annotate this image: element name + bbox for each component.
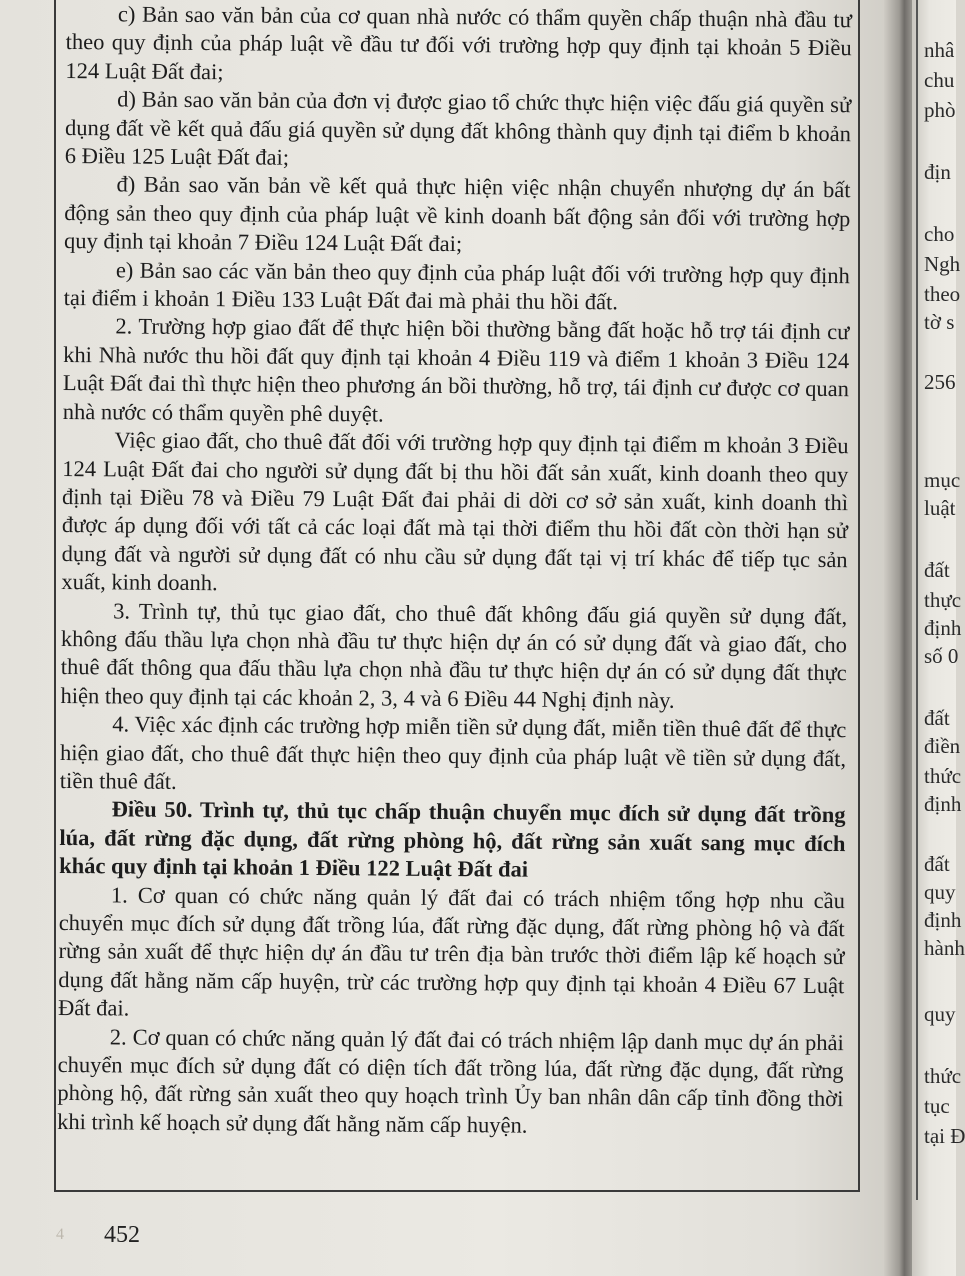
right-page-fragment: thức <box>924 1064 962 1088</box>
right-page-fragment: 256 <box>924 370 956 394</box>
right-page-fragment: Ngh <box>924 252 961 276</box>
paragraph-clause-4: 4. Việc xác định các trường hợp miễn tiền sử dụng đất, miễn tiền thuê đất để thực hiện giao đất, cho thuê đất thực hiện theo quy định của pháp luật về tiền sử dụng đất, tiền thuê đất. <box>59 711 847 794</box>
right-page-fragment: thức <box>924 764 962 788</box>
right-page-fragment: hành <box>924 936 965 960</box>
right-page-fragment: thực <box>924 588 962 612</box>
right-page-fragment: tục <box>924 1094 950 1118</box>
article-50-clause-2: 2. Cơ quan có chức năng quản lý đất đai có trách nhiệm lập danh mục dự án phải chuyển mục đích sử dụng đất có diện tích đất trồng lúa, đất rừng đặc dụng, đất rừng phòng hộ, đất rừng sản xuất theo quy hoạch trình Ủy ban nhân dân cấp tỉnh đồng thời khi trình kế hoạch sử dụng đất hằng năm cấp huyện. <box>57 1024 844 1138</box>
paragraph-dd: đ) Bản sao văn bản về kết quả thực hiện việc nhận chuyển nhượng dự án bất động sản theo quy định của pháp luật về kinh doanh bất động sản đối với trường hợp quy định tại khoản 7 Điều 124 Luật Đất đai; <box>64 171 851 257</box>
right-page-fragment: địn <box>924 160 951 184</box>
right-page-fragment: đất <box>924 558 950 582</box>
right-page-fragment: nhâ <box>924 38 955 62</box>
paragraph-d: d) Bản sao văn bản của đơn vị được giao tổ chức thực hiện việc đấu giá quyền sử dụng đất về kết quả đấu giá quyền sử dụng đất không thành quy định tại điểm b khoản 6 Điều 125 Luật Đất đai; <box>64 86 852 170</box>
article-50-clause-1: 1. Cơ quan có chức năng quản lý đất đai có trách nhiệm tổng hợp nhu cầu chuyển mục đích sử dụng đất trồng lúa, đất rừng đặc dụng, đất rừng phòng hộ và đất rừng sản xuất để thực hiện dự án đầu tư trên địa bàn trước thời điểm lập kế hoạch sử dụng đất hằng năm cấp huyện, trừ các trường hợp quy định tại khoản 4 Điều 67 Luật Đất đai. <box>57 881 846 1021</box>
right-page-fragment: định <box>924 616 962 640</box>
page-number: 452 <box>104 1222 140 1248</box>
right-page-fragment: quy <box>924 880 956 904</box>
right-page-fragment: định <box>924 908 962 932</box>
right-page-fragment: đất <box>924 852 950 876</box>
right-page-fragment: số 0 <box>924 644 959 668</box>
bleed-through-number: 4 <box>56 1226 64 1243</box>
right-page-fragment: phò <box>924 98 956 122</box>
right-page-fragment: chu <box>924 68 955 92</box>
right-page-fragment: theo <box>924 282 961 306</box>
paragraph-clause-3: 3. Trình tự, thủ tục giao đất, cho thuê đất không đấu giá quyền sử dụng đất, không đấu thầu lựa chọn nhà đầu tư thực hiện dự án có sử dụng đất và giao đất, cho thuê đất thông qua đấu thầu lựa chọn nhà đầu tư thực hiện dự án có sử dụng đất thực hiện theo quy định tại các khoản 2, 3, 4 và 6 Điều 44 Nghị định này. <box>60 597 848 713</box>
right-page-frame <box>916 0 918 1200</box>
paragraph-e: e) Bản sao các văn bản theo quy định của pháp luật đối với trường hợp quy định tại điểm i khoản 1 Điều 133 Luật Đất đai mà phải thu hồi đất. <box>63 257 850 315</box>
body-text <box>57 0 852 1142</box>
paragraph-clause-2-cont: Việc giao đất, cho thuê đất đối với trường hợp quy định tại điểm m khoản 3 Điều 124 Luật Đất đai cho người sử dụng đất bị thu hồi đất sản xuất, kinh doanh theo quy định tại Điều 78 và Điều 79 Luật Đất đai phải di dời cơ sở sản xuất, kinh doanh thì được áp dụng đối với tất cả các loại đất mà tại thời điểm thu hồi đất còn thời hạn sử dụng đất và người sử dụng đất có nhu cầu sử dụng đất tại vị trí khác để tiếp tục sản xuất, kinh doanh. <box>61 427 849 596</box>
paragraph-c: c) Bản sao văn bản của cơ quan nhà nước có thẩm quyền chấp thuận nhà đầu tư theo quy định của pháp luật về đầu tư đối với trường hợp quy định tại khoản 5 Điều 124 Luật Đất đai; <box>65 1 852 85</box>
paragraph-clause-2: 2. Trường hợp giao đất để thực hiện bồi thường bằng đất hoặc hỗ trợ tái định cư khi Nhà nước thu hồi đất quy định tại khoản 4 Điều 119 và điểm 1 khoản 3 Điều 124 Luật Đất đai thì thực hiện theo phương án bồi thường, hỗ trợ, tái định cư được cơ quan nhà nước có thẩm quyền phê duyệt. <box>62 313 850 427</box>
article-50-heading: Điều 50. Trình tự, thủ tục chấp thuận chuyển mục đích sử dụng đất trồng lúa, đất rừng đặc dụng, đất rừng phòng hộ, đất rừng sản xuất sang mục đích khác quy định tại khoản 1 Điều 122 Luật Đất đai <box>59 796 846 882</box>
right-page-fragment: luật <box>924 496 956 520</box>
right-page-fragment: đất <box>924 706 950 730</box>
right-page-fragment: điền <box>924 734 961 758</box>
right-page-fragment: mục <box>924 468 961 492</box>
right-page-fragment: cho <box>924 222 955 246</box>
right-page-fragment: tại Đ <box>924 1124 965 1148</box>
right-page-fragment: quy <box>924 1002 956 1026</box>
right-page-fragment: định <box>924 792 962 816</box>
right-page-edge <box>912 0 965 1276</box>
right-page-fragment: tờ s <box>924 310 955 334</box>
